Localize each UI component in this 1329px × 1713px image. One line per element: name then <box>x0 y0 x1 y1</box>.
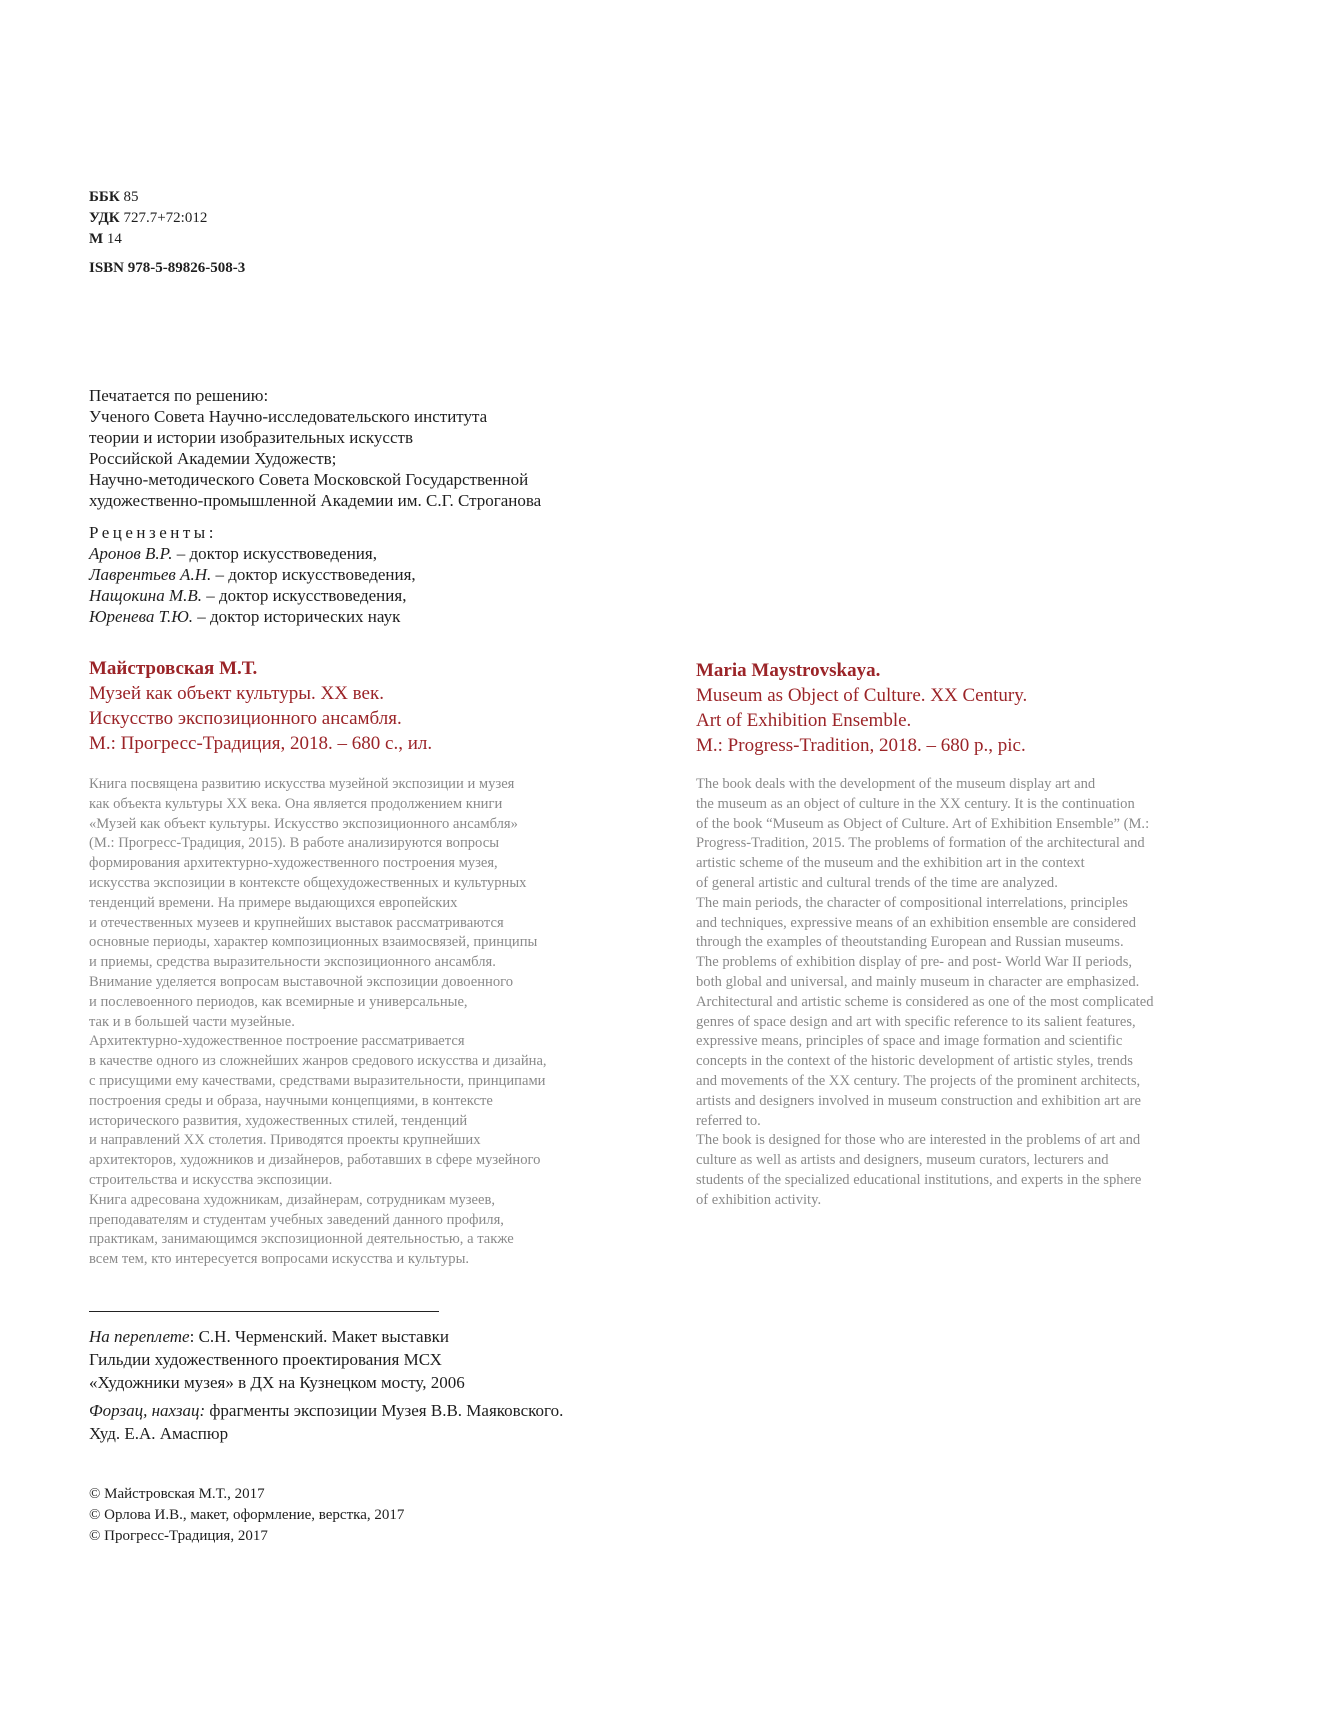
en-abstract-line: of the book “Museum as Object of Culture. Art of Exhibition Ensemble” (M.: <box>696 815 1150 832</box>
copyright-line: © Орлова И.В., макет, оформление, верстка, 2017 <box>89 1507 405 1523</box>
isbn: ISBN 978-5-89826-508-3 <box>89 260 246 276</box>
en-title-line: M.: Progress-Tradition, 2018. – 680 p., pic. <box>696 735 1026 756</box>
m-line: М 14 <box>89 231 122 247</box>
en-abstract <box>696 775 1241 1211</box>
ru-abstract-line: так и в большей части музейные. <box>89 1013 295 1030</box>
en-abstract-line: of exhibition activity. <box>696 1191 822 1208</box>
en-title-line: Museum as Object of Culture. XX Century. <box>696 685 1028 706</box>
en-author: Maria Maystrovskaya. <box>696 660 881 681</box>
ru-abstract-line: искусства экспозиции в контексте общехудожественных и культурных <box>89 874 527 891</box>
ru-abstract-line: и послевоенного периодов, как всемирные и универсальные, <box>89 993 468 1010</box>
ru-abstract-line: Книга адресована художникам, дизайнерам, сотрудникам музеев, <box>89 1191 496 1208</box>
en-abstract-line: the museum as an object of culture in the XX century. It is the continuation <box>696 795 1135 812</box>
ru-abstract-line: основные периоды, характер композиционных взаимосвязей, принципы <box>89 934 538 951</box>
approval-line: Научно-методического Совета Московской Государственной <box>89 470 529 489</box>
binding-credit-line: «Художники музея» в ДХ на Кузнецком мосту, 2006 <box>89 1373 465 1392</box>
bbk-line: ББК 85 <box>89 189 139 205</box>
ru-abstract-line: как объекта культуры XX века. Она является продолжением книги <box>89 795 503 812</box>
ru-title-line: Искусство экспозиционного ансамбля. <box>89 708 402 729</box>
ru-abstract-line: архитекторов, художников и дизайнеров, работавших в сфере музейного <box>89 1152 541 1169</box>
ru-abstract <box>89 775 634 1270</box>
en-abstract-line: and movements of the XX century. The projects of the prominent architects, <box>696 1072 1141 1089</box>
en-abstract-line: Architectural and artistic scheme is considered as one of the most complicated <box>696 993 1154 1010</box>
copyright-line: © Майстровская М.Т., 2017 <box>89 1486 265 1502</box>
ru-author: Майстровская М.Т. <box>89 658 258 679</box>
ru-abstract-line: и отечественных музеев и крупнейших выставок рассматриваются <box>89 914 504 931</box>
copyright-line: © Прогресс-Традиция, 2017 <box>89 1528 268 1544</box>
en-abstract-line: culture as well as artists and designers, museum curators, lecturers and <box>696 1152 1109 1169</box>
reviewers-block <box>89 522 416 627</box>
en-abstract-line: both global and universal, and mainly museum in character are emphasized. <box>696 973 1140 990</box>
ru-abstract-line: «Музей как объект культуры. Искусство экспозиционного ансамбля» <box>89 815 518 832</box>
en-abstract-line: The book is designed for those who are interested in the problems of art and <box>696 1132 1141 1149</box>
approval-block <box>89 385 541 511</box>
endpaper-credit-line: Худ. Е.А. Амаспюр <box>89 1424 229 1443</box>
reviewer-line: Нащокина М.В. – доктор искусствоведения, <box>89 586 407 605</box>
ru-abstract-line: преподавателям и студентам учебных заведений данного профиля, <box>89 1211 504 1228</box>
ru-abstract-line: строительства и искусства экспозиции. <box>89 1171 333 1188</box>
en-abstract-line: expressive means, principles of space and image formation and scientific <box>696 1033 1123 1050</box>
ru-abstract-line: построения среды и образа, научными концепциями, в контексте <box>89 1092 493 1109</box>
approval-line: художественно-промышленной Академии им. С.Г. Строганова <box>89 491 542 510</box>
en-bibliographic-title <box>696 658 1027 758</box>
ru-abstract-line: в качестве одного из сложнейших жанров средового искусства и дизайна, <box>89 1053 547 1070</box>
en-abstract-line: through the examples of theoutstanding European and Russian museums. <box>696 934 1124 951</box>
ru-abstract-line: Книга посвящена развитию искусства музейной экспозиции и музея <box>89 776 515 792</box>
ru-abstract-line: практикам, занимающимся экспозиционной деятельностью, а также <box>89 1231 514 1248</box>
en-abstract-line: concepts in the context of the historic development of artistic styles, trends <box>696 1053 1133 1070</box>
reviewer-line: Аронов В.Р. – доктор искусствоведения, <box>89 544 377 563</box>
en-abstract-line: The main periods, the character of compositional interrelations, principles <box>696 894 1128 911</box>
ru-abstract-line: тенденций времени. На примере выдающихся европейских <box>89 894 458 911</box>
catalog-codes <box>89 187 207 250</box>
approval-line: Российской Академии Художеств; <box>89 449 337 468</box>
ru-bibliographic-title <box>89 656 432 756</box>
en-title-line: Art of Exhibition Ensemble. <box>696 710 912 731</box>
reviewers-header: Рецензенты: <box>89 523 217 542</box>
binding-credit-line: Гильдии художественного проектирования МСХ <box>89 1350 442 1369</box>
ru-abstract-line: и направлений XX столетия. Приводятся проекты крупнейших <box>89 1132 481 1149</box>
copyright-block <box>89 1484 404 1547</box>
en-abstract-line: artistic scheme of the museum and the exhibition art in the context <box>696 855 1085 872</box>
en-abstract-line: students of the specialized educational institutions, and experts in the sphere <box>696 1171 1142 1188</box>
approval-line: Печатается по решению: <box>89 386 269 405</box>
en-abstract-line: Progress-Tradition, 2015. The problems of formation of the architectural and <box>696 835 1145 852</box>
approval-line: теории и истории изобразительных искусств <box>89 428 413 447</box>
en-abstract-line: of general artistic and cultural trends of the time are analyzed. <box>696 874 1058 891</box>
reviewer-line: Лаврентьев А.Н. – доктор искусствоведения, <box>89 565 416 584</box>
udk-line: УДК 727.7+72:012 <box>89 210 208 226</box>
ru-title-line: Музей как объект культуры. XX век. <box>89 683 384 704</box>
divider-rule <box>89 1311 439 1312</box>
ru-abstract-line: Архитектурно-художественное построение рассматривается <box>89 1033 465 1050</box>
en-abstract-line: The book deals with the development of the museum display art and <box>696 776 1096 792</box>
ru-abstract-line: (М.: Прогресс-Традиция, 2015). В работе анализируются вопросы <box>89 835 499 852</box>
approval-line: Ученого Совета Научно-исследовательского института <box>89 407 488 426</box>
binding-credit: На переплете: С.Н. Черменский. Макет выставки <box>89 1327 449 1346</box>
ru-title-line: М.: Прогресс-Традиция, 2018. – 680 с., ил. <box>89 733 433 754</box>
ru-abstract-line: и приемы, средства выразительности экспозиционного ансамбля. <box>89 954 496 971</box>
en-abstract-line: artists and designers involved in museum construction and exhibition art are <box>696 1092 1142 1109</box>
ru-abstract-line: формирования архитектурно-художественного построения музея, <box>89 855 498 872</box>
en-abstract-line: and techniques, expressive means of an exhibition ensemble are considered <box>696 914 1137 931</box>
ru-abstract-line: исторического развития, художественных стилей, тенденций <box>89 1112 468 1129</box>
ru-abstract-line: Внимание уделяется вопросам выставочной экспозиции довоенного <box>89 973 514 990</box>
reviewer-line: Юренева Т.Ю. – доктор исторических наук <box>89 607 401 626</box>
ru-abstract-line: с присущими ему качествами, средствами выразительности, принципами <box>89 1072 546 1089</box>
en-abstract-line: The problems of exhibition display of pre- and post- World War II periods, <box>696 954 1133 971</box>
en-abstract-line: genres of space design and art with specific reference to its salient features, <box>696 1013 1136 1030</box>
ru-abstract-line: всем тем, кто интересуется вопросами искусства и культуры. <box>89 1251 470 1268</box>
en-abstract-line: referred to. <box>696 1112 761 1129</box>
cover-credits <box>89 1325 563 1445</box>
endpaper-credit: Форзац, нахзац: фрагменты экспозиции Музея В.В. Маяковского. <box>89 1401 564 1420</box>
